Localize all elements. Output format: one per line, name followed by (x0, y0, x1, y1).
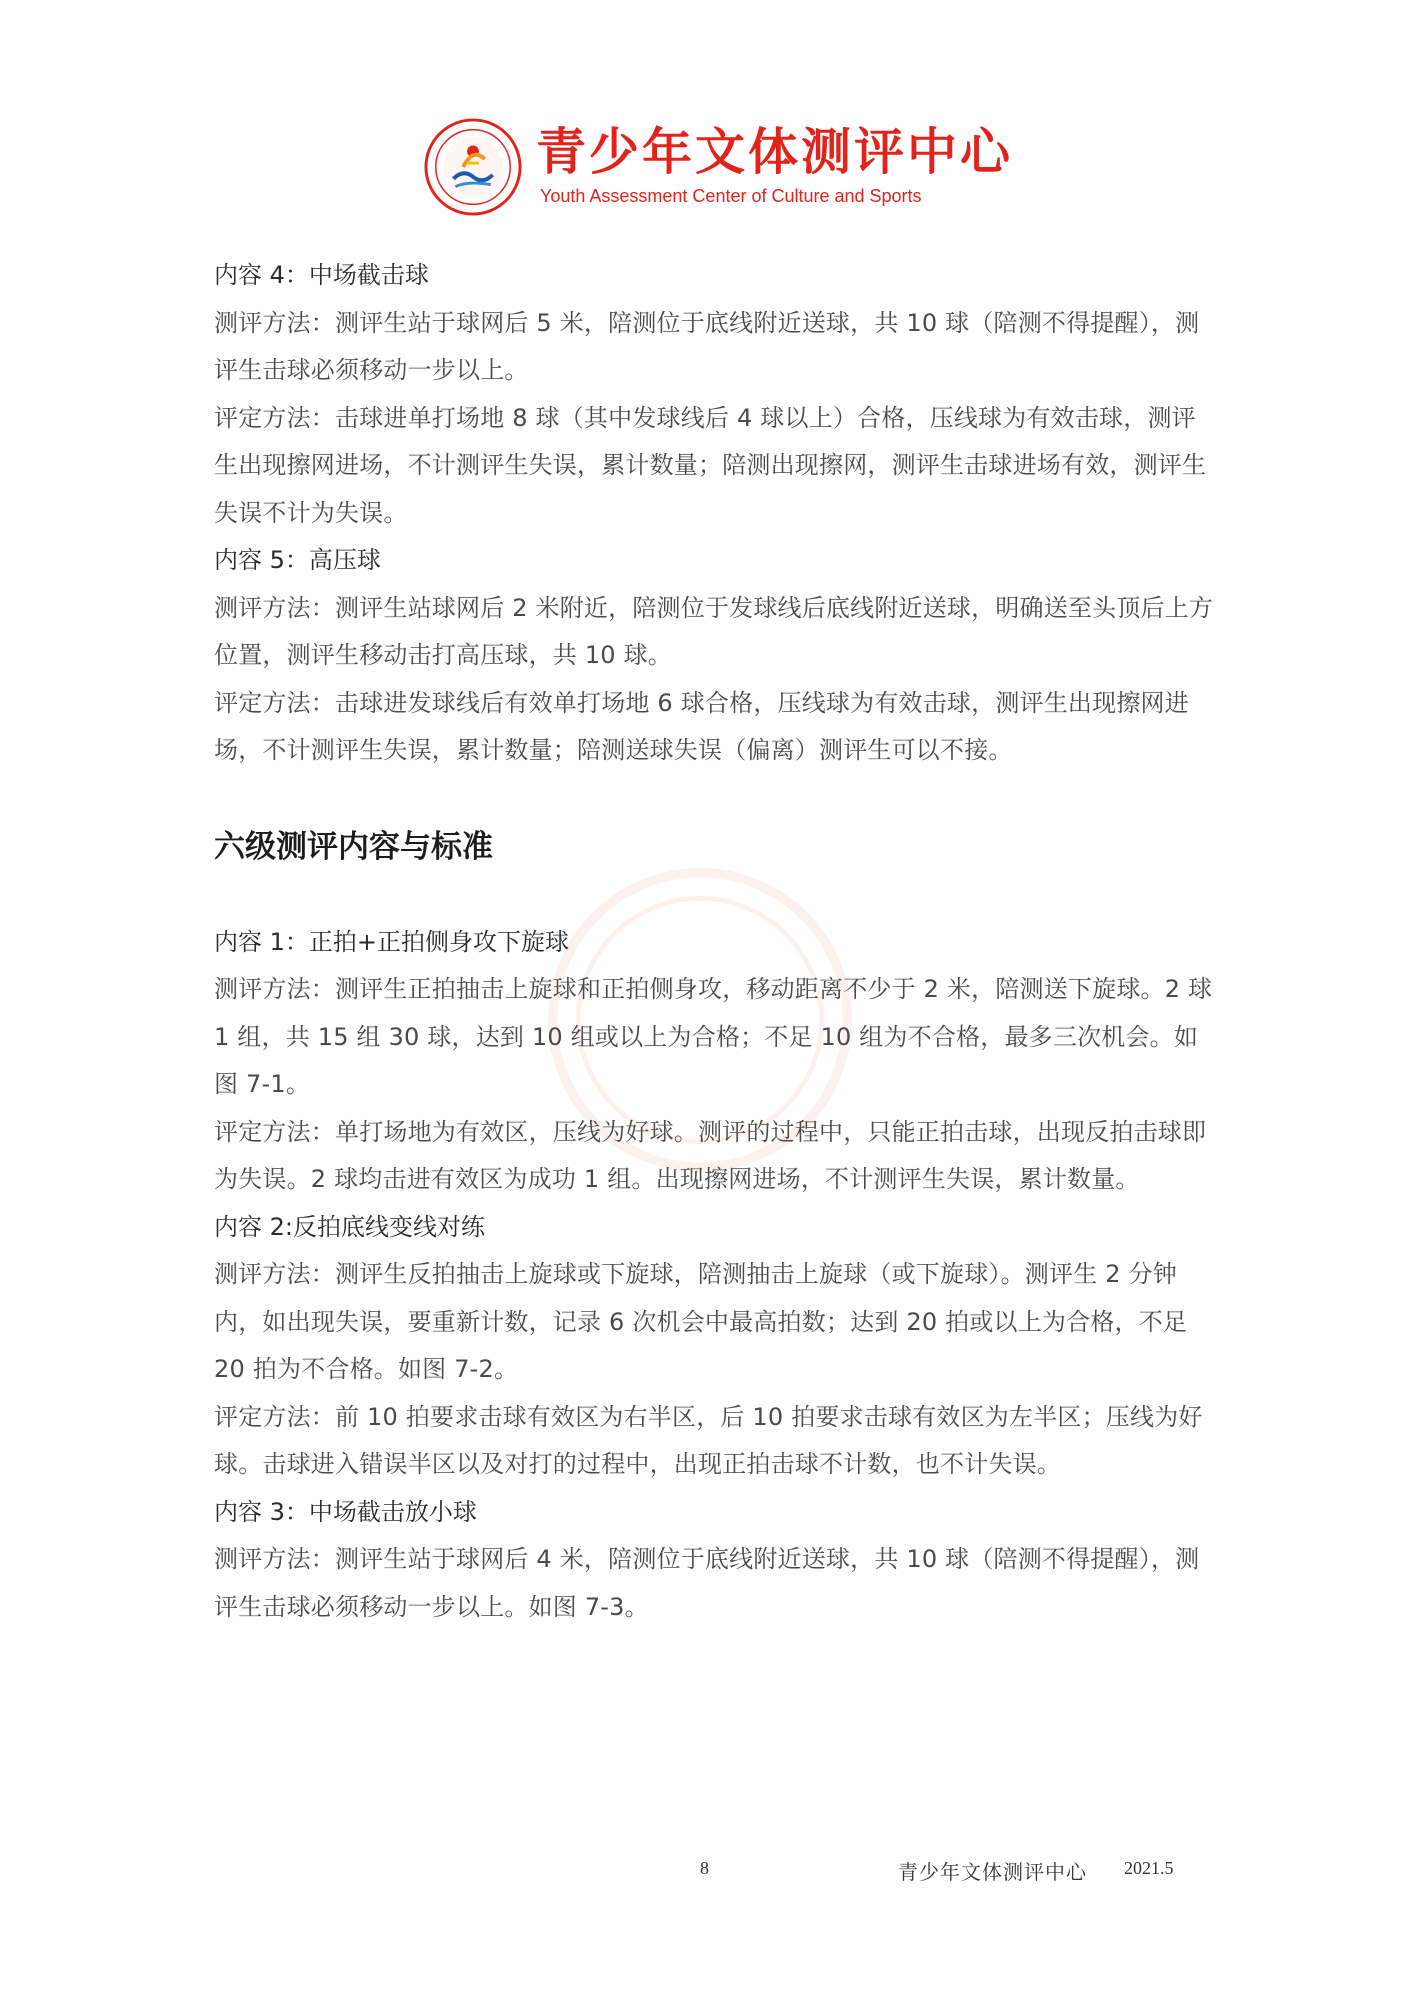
content-heading: 内容 2:反拍底线变线对练 (214, 1212, 485, 1241)
footer-date: 2021.5 (1124, 1858, 1174, 1878)
content-heading: 内容 5：高压球 (214, 546, 381, 574)
paragraph: 测评方法：测评生正拍抽击上旋球和正拍侧身攻，移动距离不少于 2 米，陪测送下旋球。2 球 1 组，共 15 组 30 球，达到 10 组或以上为合格；不足 10 组为不合格，最多三次机会。如图 7-1。 (214, 975, 1213, 1098)
page-number: 8 (700, 1858, 709, 1878)
content-heading: 内容 3：中场截击放小球 (214, 1497, 477, 1526)
brand-title-en: Youth Assessment Center of Culture and Sports (540, 186, 922, 206)
document-body (214, 252, 1214, 1631)
paragraph: 评定方法：前 10 拍要求击球有效区为右半区，后 10 拍要求击球有效区为左半区；压线为好球。击球进入错误半区以及对打的过程中，出现正拍击球不计数，也不计失误。 (214, 1402, 1203, 1478)
paragraph: 测评方法：测评生站球网后 2 米附近，陪测位于发球线后底线附近送球，明确送至头顶后上方位置，测评生移动击打高压球，共 10 球。 (214, 593, 1214, 669)
footer-org: 青少年文体测评中心 (898, 1860, 1087, 1884)
paragraph: 评定方法：击球进发球线后有效单打场地 6 球合格，压线球为有效击球，测评生出现擦网进场，不计测评生失误，累计数量；陪测送球失误（偏离）测评生可以不接。 (214, 688, 1189, 764)
paragraph: 测评方法：测评生站于球网后 5 米，陪测位于底线附近送球，共 10 球（陪测不得提醒），测评生击球必须移动一步以上。 (214, 308, 1200, 384)
paragraph: 测评方法：测评生反拍抽击上旋球或下旋球，陪测抽击上旋球（或下旋球）。测评生 2 分钟内，如出现失误，要重新计数，记录 6 次机会中最高拍数；达到 20 拍或以上为合格，不足 20 拍为不合格。如图 7-2。 (214, 1260, 1188, 1383)
paragraph: 测评方法：测评生站于球网后 4 米，陪测位于底线附近送球，共 10 球（陪测不得提醒），测评生击球必须移动一步以上。如图 7-3。 (214, 1545, 1200, 1621)
brand-title-cn: 青少年文体测评中心 (536, 123, 1013, 181)
content-heading: 内容 4：中场截击球 (214, 261, 429, 289)
section-title: 六级测评内容与标准 (214, 828, 493, 865)
center-logo-icon (424, 118, 522, 216)
content-heading: 内容 1：正拍+正拍侧身攻下旋球 (214, 927, 570, 956)
paragraph: 评定方法：击球进单打场地 8 球（其中发球线后 4 球以上）合格，压线球为有效击球，测评生出现擦网进场，不计测评生失误，累计数量；陪测出现擦网，测评生击球进场有效，测评生失误不计为失误。 (214, 403, 1207, 527)
paragraph: 评定方法：单打场地为有效区，压线为好球。测评的过程中，只能正拍击球，出现反拍击球即为失误。2 球均击进有效区为成功 1 组。出现擦网进场，不计测评生失误，累计数量。 (214, 1117, 1207, 1193)
page-header (0, 118, 1414, 228)
